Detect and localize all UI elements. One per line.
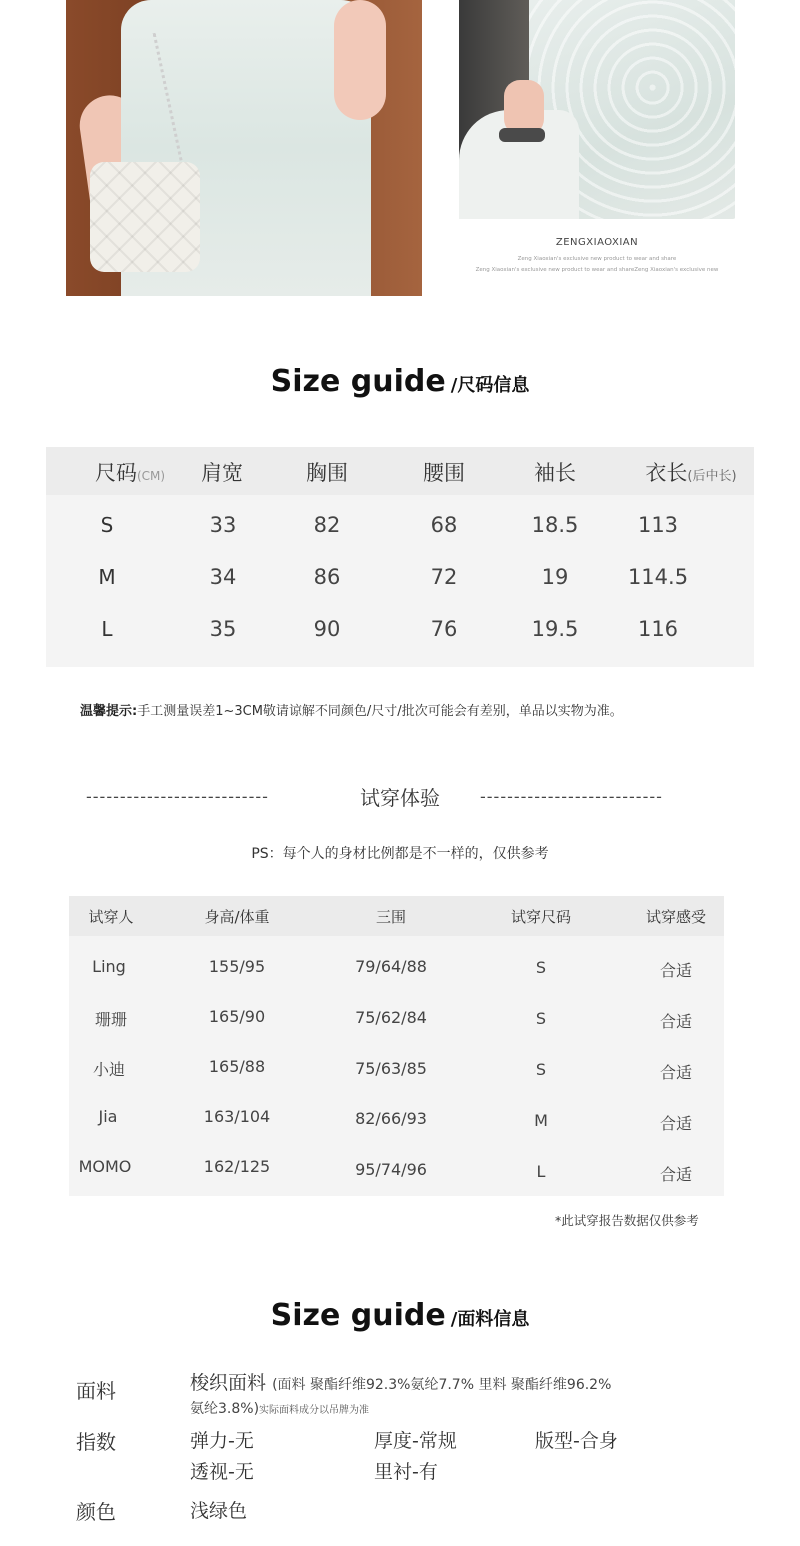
tip-text: 手工测量误差1~3CM敬请谅解不同颜色/尺寸/批次可能会有差别，单品以实物为准。 bbox=[137, 704, 623, 719]
table-cell: 82 bbox=[313, 513, 341, 537]
header-feeling: 试穿感受 bbox=[645, 908, 707, 926]
fabric-title-en: Size guide bbox=[270, 1298, 446, 1333]
table-cell: 19.5 bbox=[531, 617, 579, 641]
divider-right: --------------------------- bbox=[480, 787, 663, 806]
table-cell: 116 bbox=[637, 617, 679, 641]
header-person: 试穿人 bbox=[88, 908, 134, 926]
table-cell: 合适 bbox=[659, 1012, 693, 1031]
brand-tagline-1: Zeng Xiaoxian's exclusive new product to wear and share bbox=[517, 256, 677, 262]
index-label: 指数 bbox=[76, 1430, 116, 1454]
table-cell: S bbox=[535, 958, 547, 977]
size-label: L bbox=[101, 617, 113, 641]
table-cell: 19 bbox=[541, 565, 569, 589]
tester-name: Ling bbox=[92, 957, 126, 976]
header-sleeve: 袖长 bbox=[534, 461, 576, 485]
table-cell: 114.5 bbox=[627, 565, 689, 589]
fabric-detail: (面料 聚酯纤维92.3%氨纶7.7% 里料 聚酯纤维96.2% bbox=[272, 1377, 612, 1393]
table-cell: 75/62/84 bbox=[355, 1008, 427, 1027]
size-guide-heading bbox=[0, 364, 800, 399]
table-cell: 113 bbox=[637, 513, 679, 537]
measurement-tip bbox=[80, 700, 623, 719]
try-on-disclaimer: *此试穿报告数据仅供参考 bbox=[555, 1213, 699, 1228]
lining: 里衬-有 bbox=[374, 1461, 438, 1483]
table-cell: 18.5 bbox=[531, 513, 579, 537]
size-guide-title-zh: /尺码信息 bbox=[450, 375, 530, 396]
header-height-weight: 身高/体重 bbox=[204, 908, 270, 926]
table-cell: 163/104 bbox=[203, 1107, 271, 1126]
fit: 版型-合身 bbox=[535, 1430, 618, 1452]
table-cell: 76 bbox=[430, 617, 458, 641]
table-cell: 79/64/88 bbox=[355, 957, 427, 976]
header-shoulder: 肩宽 bbox=[201, 461, 243, 485]
table-cell: S bbox=[535, 1009, 547, 1028]
table-cell: 95/74/96 bbox=[355, 1160, 427, 1179]
sheerness: 透视-无 bbox=[190, 1461, 254, 1483]
fabric-detail-2: 氨纶3.8%) bbox=[190, 1401, 260, 1417]
table-cell: 合适 bbox=[659, 1114, 693, 1133]
table-cell: S bbox=[535, 1060, 547, 1079]
table-cell: 165/88 bbox=[208, 1057, 266, 1076]
tester-name: MOMO bbox=[78, 1157, 132, 1176]
table-cell: 合适 bbox=[659, 1165, 693, 1184]
header-unit: (CM) bbox=[136, 469, 166, 483]
try-on-note: PS：每个人的身材比例都是不一样的，仅供参考 bbox=[251, 846, 549, 862]
table-cell: 34 bbox=[209, 565, 237, 589]
header-waist: 腰围 bbox=[423, 461, 465, 485]
try-on-title: 试穿体验 bbox=[360, 786, 440, 810]
fabric-title-zh: /面料信息 bbox=[450, 1309, 530, 1330]
header-try-size: 试穿尺码 bbox=[510, 908, 572, 926]
tester-name: Jia bbox=[98, 1107, 118, 1126]
table-cell: 162/125 bbox=[203, 1157, 271, 1176]
table-cell: 155/95 bbox=[208, 957, 266, 976]
size-table bbox=[46, 447, 754, 667]
product-photo-detail bbox=[459, 0, 735, 219]
table-cell: 165/90 bbox=[208, 1007, 266, 1026]
size-label: M bbox=[98, 565, 116, 589]
fabric-note: 实际面料成分以吊牌为准 bbox=[259, 1405, 370, 1416]
header-measurements: 三围 bbox=[375, 908, 407, 926]
table-cell: 合适 bbox=[659, 1063, 693, 1082]
fabric-main: 梭织面料 bbox=[190, 1372, 267, 1394]
length-note: (后中长) bbox=[687, 469, 737, 484]
elasticity: 弹力-无 bbox=[190, 1430, 254, 1452]
fabric-value bbox=[190, 1368, 611, 1395]
product-photo-model bbox=[66, 0, 422, 296]
brand-name: ZENGXIAOXIAN bbox=[555, 237, 639, 248]
tester-name: 珊珊 bbox=[94, 1010, 128, 1029]
brand-tagline-2: Zeng Xiaoxian's exclusive new product to wear and shareZeng Xiaoxian's exclusive new bbox=[475, 267, 719, 273]
table-cell: 82/66/93 bbox=[355, 1109, 427, 1128]
tip-label: 温馨提示: bbox=[80, 704, 138, 719]
header-length: 衣长(后中长) bbox=[645, 461, 737, 485]
fabric-label: 面料 bbox=[76, 1379, 116, 1403]
table-cell: 72 bbox=[430, 565, 458, 589]
table-cell: L bbox=[536, 1162, 546, 1181]
table-cell: 合适 bbox=[659, 961, 693, 980]
table-cell: 33 bbox=[209, 513, 237, 537]
table-cell: 75/63/85 bbox=[355, 1059, 427, 1078]
try-on-table bbox=[69, 896, 724, 1196]
tester-name: 小迪 bbox=[92, 1060, 126, 1079]
header-bust: 胸围 bbox=[306, 461, 348, 485]
table-cell: M bbox=[534, 1111, 548, 1130]
handbag-image bbox=[90, 162, 200, 272]
size-guide-title-en: Size guide bbox=[270, 364, 446, 399]
fabric-heading bbox=[0, 1298, 800, 1333]
thickness: 厚度-常规 bbox=[374, 1430, 457, 1452]
color-value: 浅绿色 bbox=[190, 1500, 248, 1522]
table-cell: 68 bbox=[430, 513, 458, 537]
fabric-value-line2 bbox=[190, 1396, 369, 1418]
divider-left: --------------------------- bbox=[86, 787, 269, 806]
color-label: 颜色 bbox=[76, 1500, 116, 1524]
table-cell: 35 bbox=[209, 617, 237, 641]
header-size: 尺码(CM) bbox=[94, 461, 166, 485]
table-cell: 90 bbox=[313, 617, 341, 641]
table-cell: 86 bbox=[313, 565, 341, 589]
size-label: S bbox=[100, 513, 114, 537]
